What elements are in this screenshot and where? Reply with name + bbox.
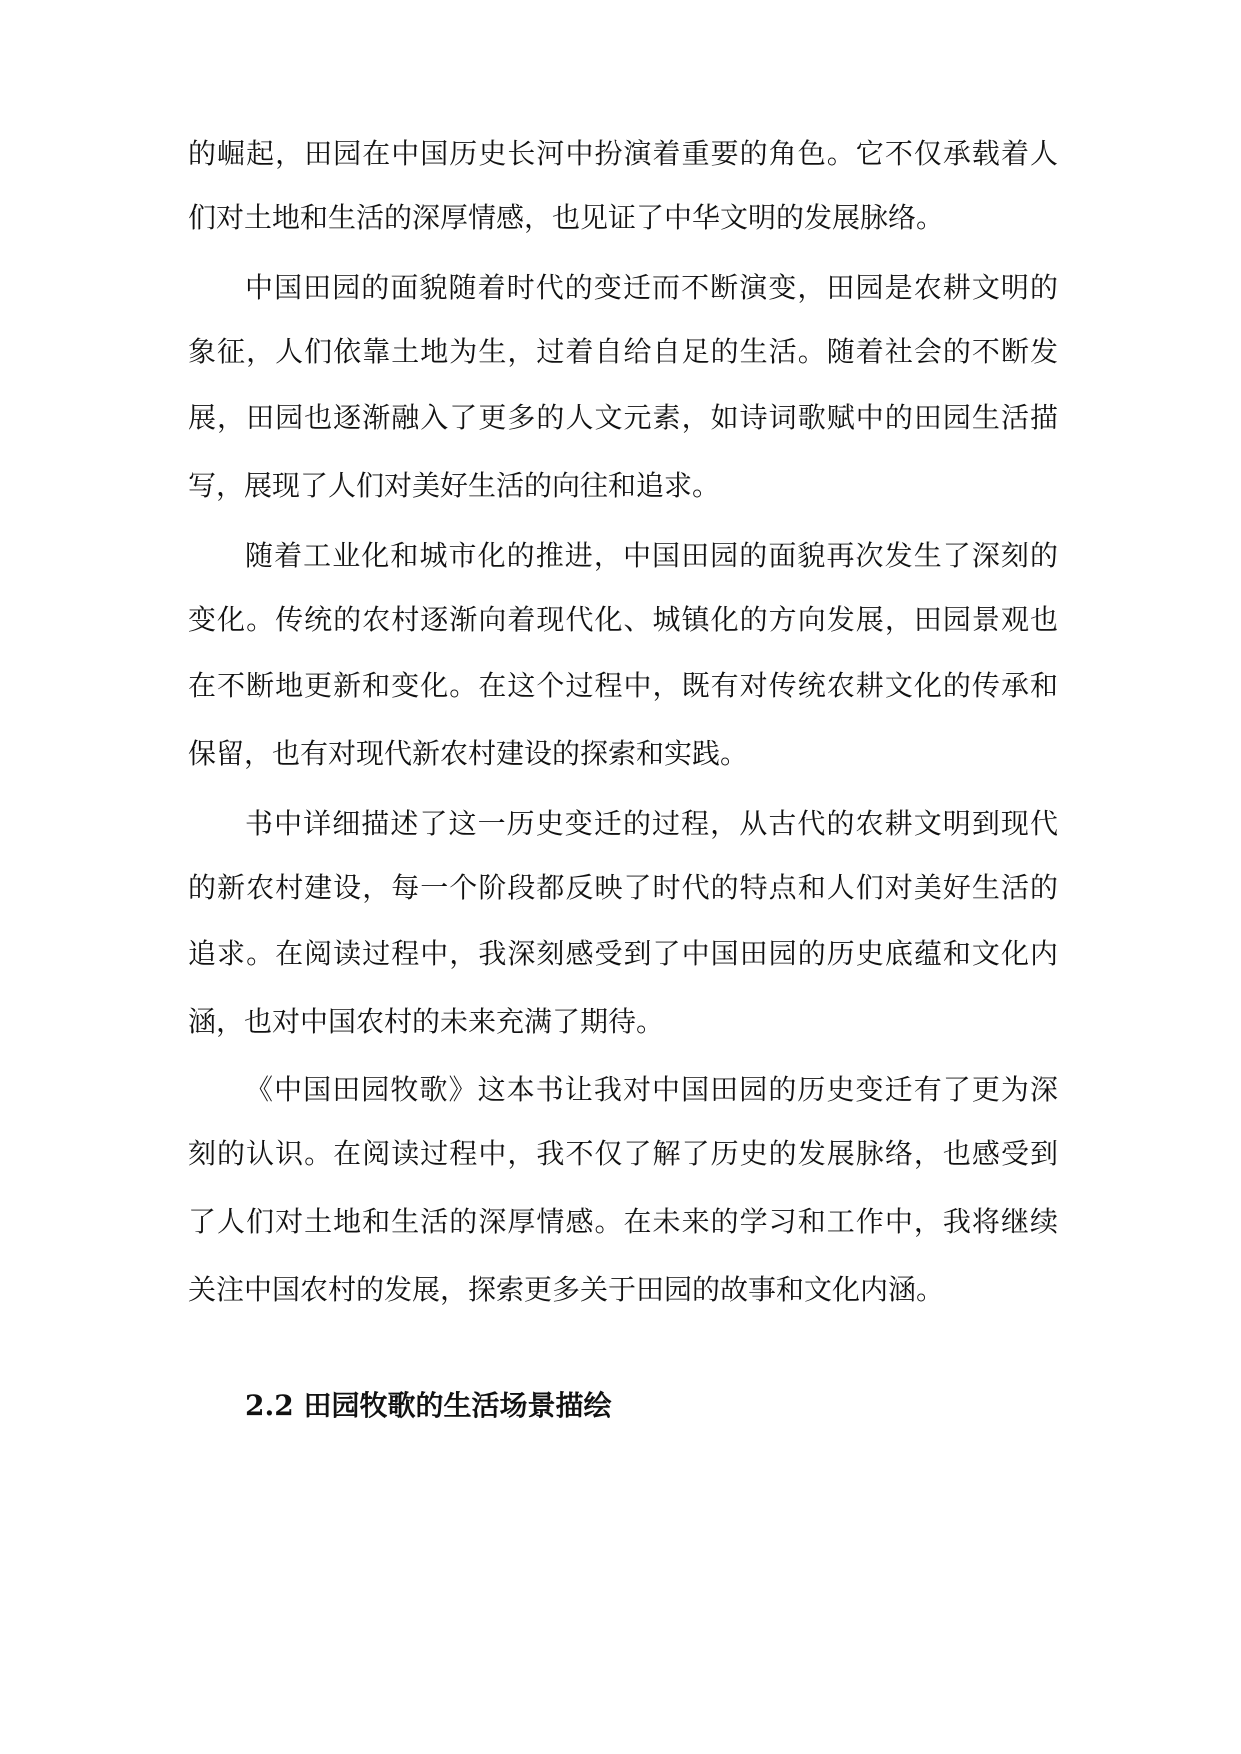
paragraph-5-line-1: 《中国田园牧歌》这本书让我对中国田园的历史变迁有了更为深 (245, 1073, 1058, 1106)
section-heading: 2.2 田园牧歌的生活场景描绘 (245, 1389, 612, 1422)
paragraph-3-line-2: 变化。传统的农村逐渐向着现代化、城镇化的方向发展，田园景观也 (188, 603, 1058, 636)
paragraph-5-line-2: 刻的认识。在阅读过程中，我不仅了解了历史的发展脉络，也感受到 (188, 1137, 1058, 1170)
paragraph-4-line-1: 书中详细描述了这一历史变迁的过程，从古代的农耕文明到现代 (245, 807, 1058, 840)
paragraph-5-line-4: 关注中国农村的发展，探索更多关于田园的故事和文化内涵。 (188, 1273, 945, 1306)
paragraph-4-line-3: 追求。在阅读过程中，我深刻感受到了中国田园的历史底蕴和文化内 (188, 937, 1058, 970)
paragraph-1-line-1: 的崛起，田园在中国历史长河中扮演着重要的角色。它不仅承载着人 (188, 137, 1058, 170)
paragraph-4-line-2: 的新农村建设，每一个阶段都反映了时代的特点和人们对美好生活的 (188, 871, 1058, 904)
paragraph-3-line-4: 保留，也有对现代新农村建设的探索和实践。 (188, 737, 749, 770)
paragraph-4-line-4: 涵，也对中国农村的未来充满了期待。 (188, 1005, 665, 1038)
paragraph-3-line-1: 随着工业化和城市化的推进，中国田园的面貌再次发生了深刻的 (245, 539, 1058, 572)
paragraph-2-line-2: 象征，人们依靠土地为生，过着自给自足的生活。随着社会的不断发 (188, 335, 1058, 368)
paragraph-2-line-4: 写，展现了人们对美好生活的向往和追求。 (188, 469, 721, 502)
paragraph-2-line-3: 展，田园也逐渐融入了更多的人文元素，如诗词歌赋中的田园生活描 (188, 401, 1058, 434)
paragraph-5-line-3: 了人们对土地和生活的深厚情感。在未来的学习和工作中，我将继续 (188, 1205, 1058, 1238)
paragraph-1-line-2: 们对土地和生活的深厚情感，也见证了中华文明的发展脉络。 (188, 201, 945, 234)
paragraph-3-line-3: 在不断地更新和变化。在这个过程中，既有对传统农耕文化的传承和 (188, 669, 1058, 702)
paragraph-2-line-1: 中国田园的面貌随着时代的变迁而不断演变，田园是农耕文明的 (245, 271, 1058, 304)
